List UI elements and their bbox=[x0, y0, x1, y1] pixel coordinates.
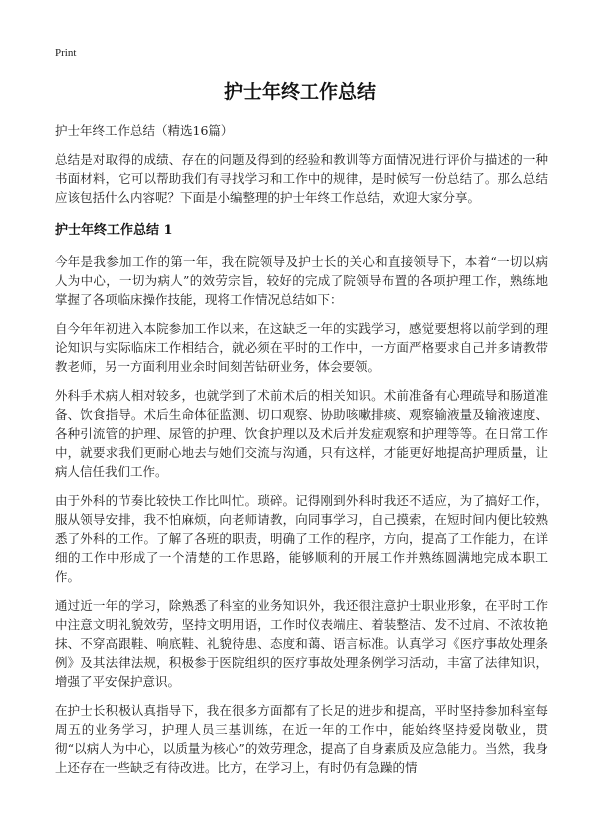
body-paragraph-2: 自今年年初进入本院参加工作以来，在这缺乏一年的实践学习，感觉要想将以前学到的理论知识与实际临床工作相结合，就必须在平时的工作中，一方面严格要求自己并多请教带教老师，另一方面利用业余时间刻苦钻研业务，体会要领。 bbox=[55, 321, 548, 374]
body-paragraph-4: 由于外科的节奏比较快工作比叫忙。琐碎。记得刚到外科时我还不适应，为了搞好工作，服从领导安排，我不怕麻烦，向老师请教，向同事学习，自己摸索，在短时间内便比较熟悉了外科的工作。了解了各班的职责，明确了工作的程序，方向，提高了工作能力，在详细的工作中形成了一个清楚的工作思路，能够顺利的开展工作并熟练圆满地完成本职工作。 bbox=[55, 493, 548, 584]
body-paragraph-1: 今年是我参加工作的第一年，我在院领导及护士长的关心和直接领导下，本着“一切以病人为中心，一切为病人”的效劳宗旨，较好的完成了院领导布置的各项护理工作，熟练地掌握了各项临床操作技能，现将工作情况总结如下： bbox=[55, 254, 548, 307]
body-paragraph-6: 在护士长积极认真指导下，我在很多方面都有了长足的进步和提高，平时坚持参加科室每周五的业务学习，护理人员三基训练，在近一年的工作中，能始终坚持爱岗敬业，贯彻“以病人为中心，以质量为核心”的效劳理念，提高了自身素质及应急能力。当然，我身上还存在一些缺乏有待改进。比方，在学习上，有时仍有急躁的情 bbox=[55, 703, 548, 775]
body-paragraph-3: 外科手术病人相对较多，也就学到了术前术后的相关知识。术前准备有心理疏导和肠道准备、饮食指导。术后生命体征监测、切口观察、协助咳嗽排痰、观察输液量及输液速度、各种引流管的护理、尿管的护理、饮食护理以及术后并发症观察和护理等等。在日常工作中，就要求我们更耐心地去与她们交流与沟通，只有这样，才能更好地提高护理质量，让病人信任我们工作。 bbox=[55, 388, 548, 479]
section-heading: 护士年终工作总结 1 bbox=[55, 223, 173, 238]
intro-paragraph: 总结是对取得的成绩、存在的问题及得到的经验和教训等方面情况进行评价与描述的一种书面材料，它可以帮助我们有寻找学习和工作中的规律，是时候写一份总结了。那么总结应该包括什么内容呢？下面是小编整理的护士年终工作总结，欢迎大家分享。 bbox=[55, 152, 548, 205]
print-link[interactable]: Print bbox=[55, 47, 77, 59]
page-title: 护士年终工作总结 bbox=[223, 81, 376, 103]
body-paragraph-5: 通过近一年的学习，除熟悉了科室的业务知识外，我还很注意护士职业形象，在平时工作中注意文明礼貌效劳，坚持文明用语，工作时仪表端庄、着装整洁、发不过肩、不浓妆艳抹、不穿高跟鞋、响底鞋、礼貌待患、态度和蔼、语言标准。认真学习《医疗事故处理条例》及其法律法规，积极参于医院组织的医疗事故处理条例学习活动，丰富了法律知识，增强了平安保护意识。 bbox=[55, 598, 548, 689]
document-body bbox=[55, 121, 548, 787]
document-subtitle: 护士年终工作总结（精选16篇） bbox=[55, 123, 234, 138]
